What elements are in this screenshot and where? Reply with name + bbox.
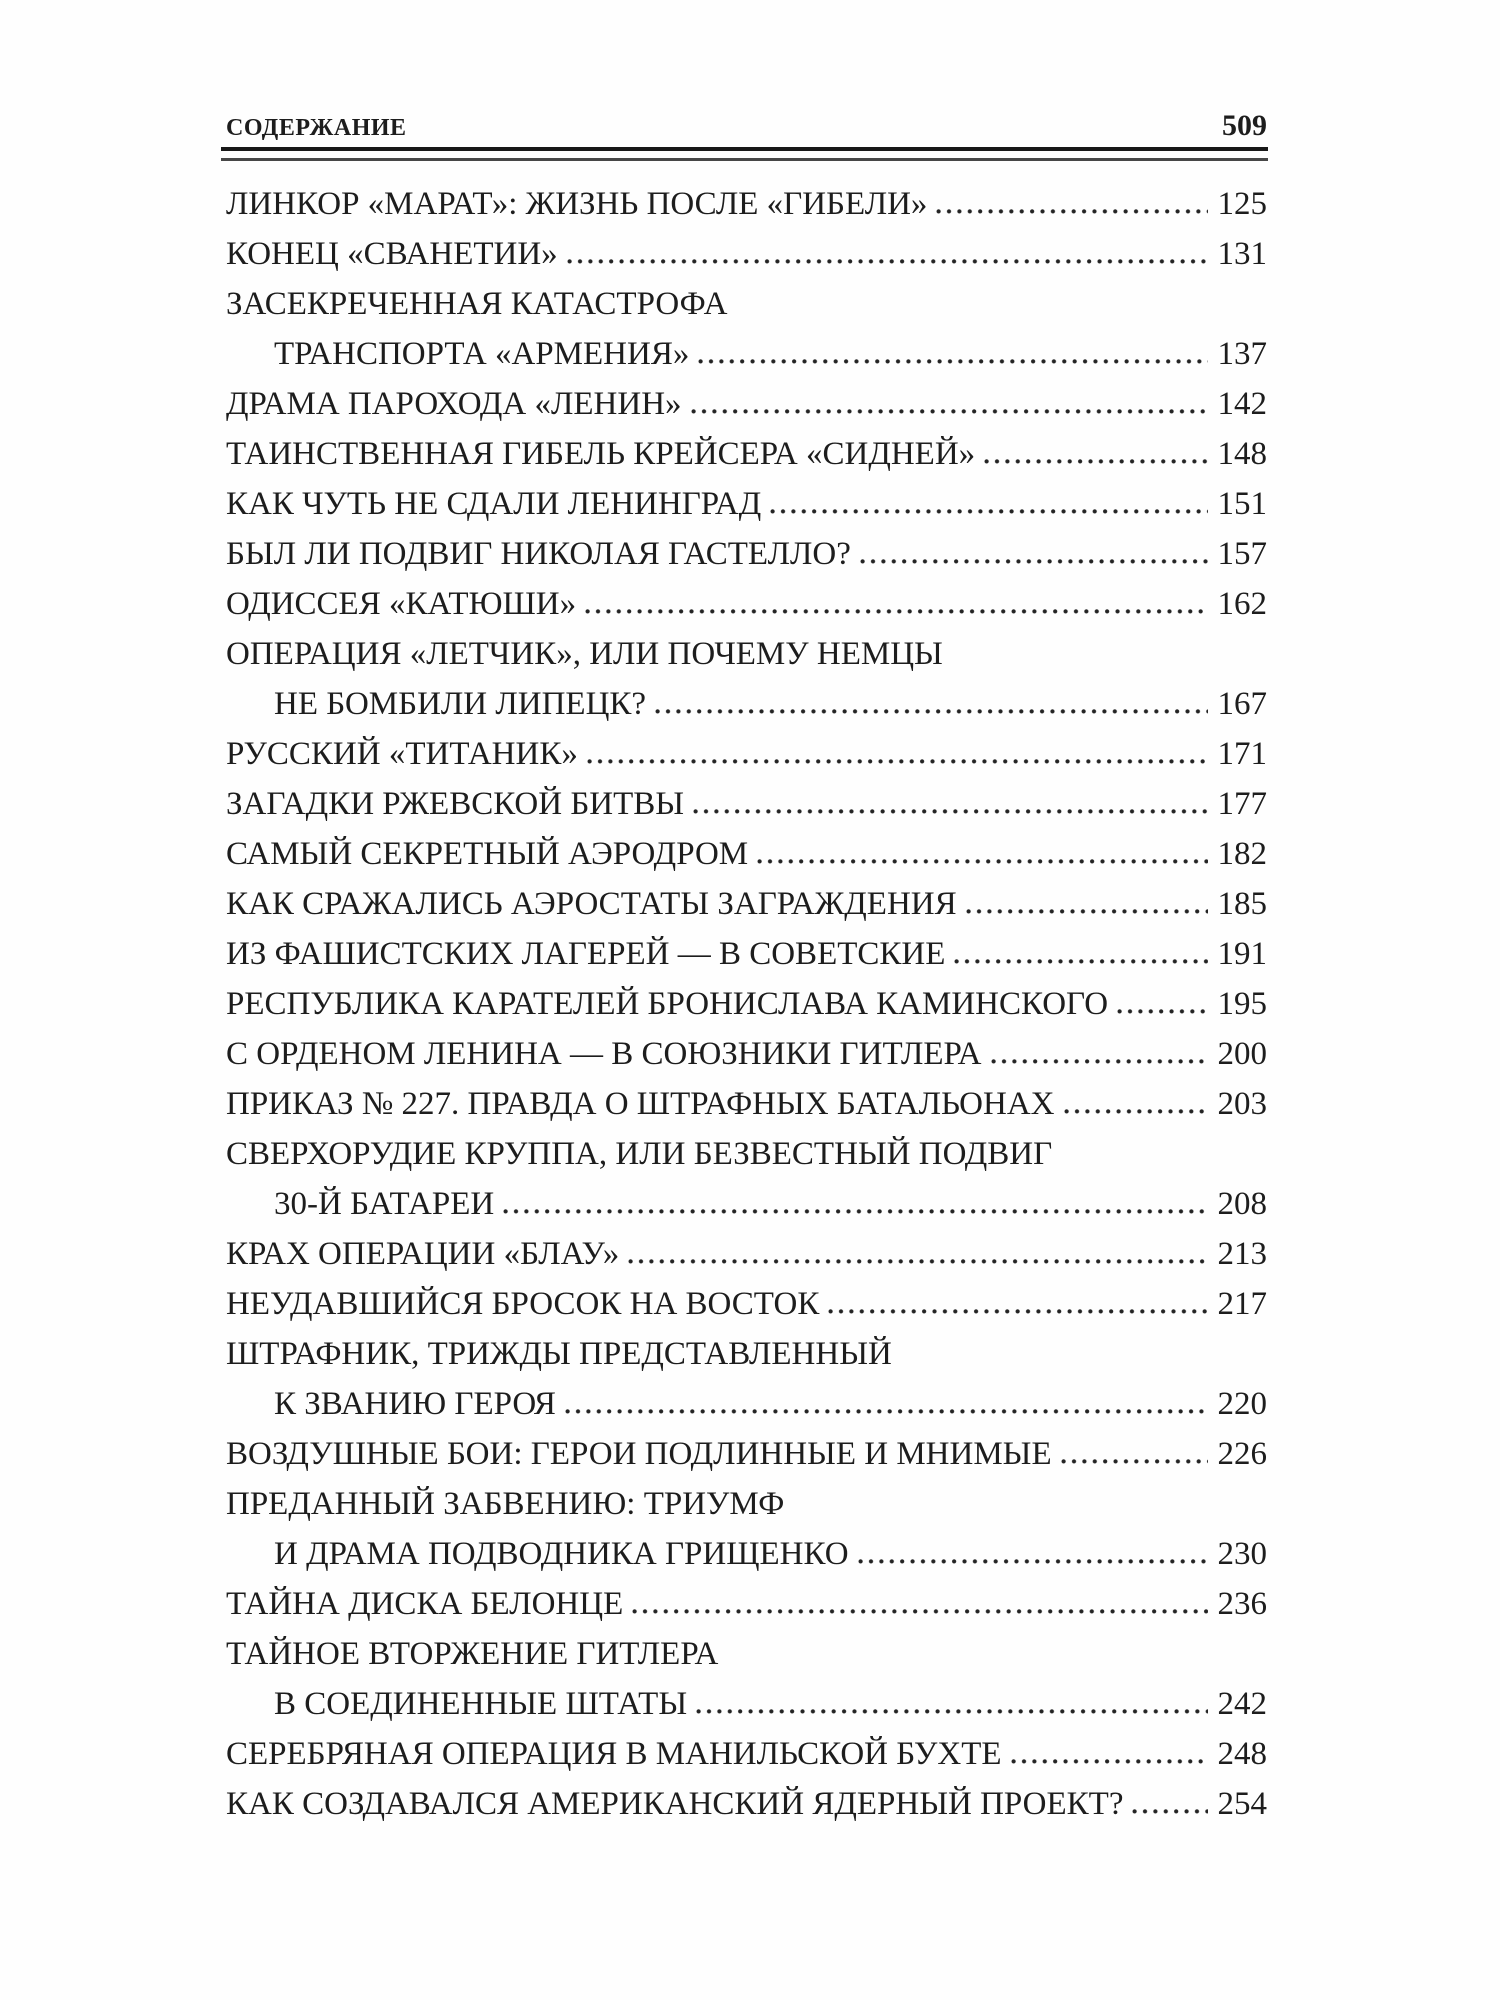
contents-heading: СОДЕРЖАНИЕ [226, 115, 407, 141]
toc-line [226, 929, 1267, 979]
toc-line [226, 979, 1267, 1029]
toc-page-number: 242 [1217, 1686, 1267, 1722]
toc-entry [226, 1779, 1267, 1829]
toc-page-number: 220 [1217, 1386, 1267, 1422]
dot-leader [984, 459, 1207, 464]
toc-title-text: ЛИНКОР «МАРАТ»: ЖИЗНЬ ПОСЛЕ «ГИБЕЛИ» [226, 186, 928, 222]
toc-title-text: ИЗ ФАШИСТСКИХ ЛАГЕРЕЙ — В СОВЕТСКИЕ [226, 936, 946, 972]
toc-entry [226, 1579, 1267, 1629]
dot-leader [954, 959, 1207, 964]
toc-line [226, 679, 1267, 729]
dot-leader [655, 709, 1207, 714]
toc-title-text: РУССКИЙ «ТИТАНИК» [226, 736, 578, 772]
toc-line [226, 329, 1267, 379]
toc-line [226, 1629, 1267, 1679]
toc-page-number: 162 [1217, 586, 1267, 622]
toc-page-number: 167 [1217, 686, 1267, 722]
dot-leader [991, 1059, 1208, 1064]
toc-entry [226, 1079, 1267, 1129]
toc-entry [226, 929, 1267, 979]
toc-entry [226, 279, 1267, 379]
toc-page-number: 213 [1217, 1236, 1267, 1272]
toc-page-number: 131 [1217, 236, 1267, 272]
toc-title-text: ТАЙНОЕ ВТОРЖЕНИЕ ГИТЛЕРА [226, 1636, 719, 1672]
toc-title-text: ТРАНСПОРТА «АРМЕНИЯ» [274, 336, 690, 372]
toc-line [226, 1029, 1267, 1079]
toc-line [226, 779, 1267, 829]
toc-entry [226, 1129, 1267, 1229]
dot-leader [770, 509, 1207, 514]
toc-title-text: КОНЕЦ «СВАНЕТИИ» [226, 236, 558, 272]
toc-line [226, 479, 1267, 529]
toc-entry [226, 829, 1267, 879]
dot-leader [966, 909, 1208, 914]
dot-leader [565, 1409, 1208, 1414]
toc-entry [226, 729, 1267, 779]
toc-line [226, 1379, 1267, 1429]
toc-line [226, 1729, 1267, 1779]
toc-title-text: ОДИССЕЯ «КАТЮШИ» [226, 586, 577, 622]
toc-line [226, 829, 1267, 879]
toc-title-text: ОПЕРАЦИЯ «ЛЕТЧИК», ИЛИ ПОЧЕМУ НЕМЦЫ [226, 636, 943, 672]
dot-leader [757, 859, 1207, 864]
toc-page-number: 182 [1217, 836, 1267, 872]
toc-entry [226, 1279, 1267, 1329]
toc-title-text: ВОЗДУШНЫЕ БОИ: ГЕРОИ ПОДЛИННЫЕ И МНИМЫЕ [226, 1436, 1052, 1472]
toc-title-text: 30-Й БАТАРЕИ [274, 1186, 495, 1222]
toc-title-text: ПРЕДАННЫЙ ЗАБВЕНИЮ: ТРИУМФ [226, 1486, 785, 1522]
toc-page-number: 236 [1217, 1586, 1267, 1622]
toc-page-number: 248 [1217, 1736, 1267, 1772]
dot-leader [628, 1259, 1207, 1264]
toc-entry [226, 1329, 1267, 1429]
dot-leader [936, 209, 1207, 214]
toc-page-number: 148 [1217, 436, 1267, 472]
toc-title-text: СВЕРХОРУДИЕ КРУППА, ИЛИ БЕЗВЕСТНЫЙ ПОДВИГ [226, 1136, 1053, 1172]
toc-entry [226, 379, 1267, 429]
toc-title-text: САМЫЙ СЕКРЕТНЫЙ АЭРОДРОМ [226, 836, 749, 872]
toc-entry [226, 979, 1267, 1029]
dot-leader [585, 609, 1207, 614]
toc-title-text: В СОЕДИНЕННЫЕ ШТАТЫ [274, 1686, 688, 1722]
header-double-rule [221, 147, 1268, 161]
toc-line [226, 1279, 1267, 1329]
toc-page-number: 230 [1217, 1536, 1267, 1572]
toc-line [226, 1079, 1267, 1129]
dot-leader [1064, 1109, 1208, 1114]
toc-line [226, 279, 1267, 329]
toc-page-number: 203 [1217, 1086, 1267, 1122]
toc-title-text: КАК СОЗДАВАЛСЯ АМЕРИКАНСКИЙ ЯДЕРНЫЙ ПРОЕКТ? [226, 1786, 1124, 1822]
toc-title-text: И ДРАМА ПОДВОДНИКА ГРИЩЕНКО [274, 1536, 849, 1572]
toc-entry [226, 579, 1267, 629]
toc-page-number: 195 [1217, 986, 1267, 1022]
toc-entry [226, 879, 1267, 929]
dot-leader [693, 809, 1207, 814]
dot-leader [860, 559, 1208, 564]
running-head [226, 109, 1267, 143]
toc-page-number: 151 [1217, 486, 1267, 522]
toc-entry [226, 629, 1267, 729]
toc-line [226, 1129, 1267, 1179]
dot-leader [696, 1709, 1207, 1714]
dot-leader [858, 1559, 1208, 1564]
toc-entry [226, 1429, 1267, 1479]
toc-entry [226, 1229, 1267, 1279]
toc-title-text: ТАИНСТВЕННАЯ ГИБЕЛЬ КРЕЙСЕРА «СИДНЕЙ» [226, 436, 976, 472]
toc-title-text: ДРАМА ПАРОХОДА «ЛЕНИН» [226, 386, 682, 422]
toc-title-text: ШТРАФНИК, ТРИЖДЫ ПРЕДСТАВЛЕННЫЙ [226, 1336, 892, 1372]
toc-entry [226, 429, 1267, 479]
toc-title-text: КАК СРАЖАЛИСЬ АЭРОСТАТЫ ЗАГРАЖДЕНИЯ [226, 886, 957, 922]
toc-line [226, 1229, 1267, 1279]
toc-title-text: КРАХ ОПЕРАЦИИ «БЛАУ» [226, 1236, 620, 1272]
toc-entry [226, 1029, 1267, 1079]
toc-line [226, 629, 1267, 679]
toc-page-number: 171 [1217, 736, 1267, 772]
toc-entry [226, 1479, 1267, 1579]
dot-leader [1011, 1759, 1208, 1764]
dot-leader [1132, 1809, 1207, 1814]
toc-title-text: К ЗВАНИЮ ГЕРОЯ [274, 1386, 556, 1422]
toc-line [226, 429, 1267, 479]
toc-page-number: 142 [1217, 386, 1267, 422]
toc-line [226, 1579, 1267, 1629]
toc-page-number: 137 [1217, 336, 1267, 372]
dot-leader [632, 1609, 1207, 1614]
dot-leader [587, 759, 1208, 764]
dot-leader [828, 1309, 1207, 1314]
toc-page-number: 157 [1217, 536, 1267, 572]
toc-page-number: 125 [1217, 186, 1267, 222]
toc-line [226, 1779, 1267, 1829]
toc-page-number: 226 [1217, 1436, 1267, 1472]
dot-leader [691, 409, 1208, 414]
toc-page-number: 185 [1217, 886, 1267, 922]
toc-title-text: ТАЙНА ДИСКА БЕЛОНЦЕ [226, 1586, 624, 1622]
dot-leader [503, 1209, 1207, 1214]
toc-page-number: 217 [1217, 1286, 1267, 1322]
toc-title-text: СЕРЕБРЯНАЯ ОПЕРАЦИЯ В МАНИЛЬСКОЙ БУХТЕ [226, 1736, 1002, 1772]
page-folio: 509 [1222, 109, 1267, 142]
toc-title-text: С ОРДЕНОМ ЛЕНИНА — В СОЮЗНИКИ ГИТЛЕРА [226, 1036, 982, 1072]
toc-line [226, 179, 1267, 229]
toc-line [226, 379, 1267, 429]
dot-leader [1117, 1009, 1207, 1014]
toc-line [226, 1429, 1267, 1479]
toc-entries [226, 179, 1267, 1829]
toc-page-number: 208 [1217, 1186, 1267, 1222]
toc-title-text: НЕ БОМБИЛИ ЛИПЕЦК? [274, 686, 647, 722]
toc-page-number: 200 [1217, 1036, 1267, 1072]
toc-line [226, 1529, 1267, 1579]
toc-line [226, 579, 1267, 629]
toc-title-text: БЫЛ ЛИ ПОДВИГ НИКОЛАЯ ГАСТЕЛЛО? [226, 536, 851, 572]
toc-title-text: РЕСПУБЛИКА КАРАТЕЛЕЙ БРОНИСЛАВА КАМИНСКОГО [226, 986, 1109, 1022]
toc-line [226, 229, 1267, 279]
toc-line [226, 1679, 1267, 1729]
toc-line [226, 729, 1267, 779]
toc-title-text: НЕУДАВШИЙСЯ БРОСОК НА ВОСТОК [226, 1286, 820, 1322]
toc-page-number: 254 [1217, 1786, 1267, 1822]
toc-entry [226, 179, 1267, 229]
toc-entry [226, 229, 1267, 279]
dot-leader [1061, 1459, 1208, 1464]
toc-entry [226, 1629, 1267, 1729]
toc-title-text: КАК ЧУТЬ НЕ СДАЛИ ЛЕНИНГРАД [226, 486, 762, 522]
toc-line [226, 1179, 1267, 1229]
toc-page-number: 177 [1217, 786, 1267, 822]
dot-leader [567, 259, 1208, 264]
toc-entry [226, 529, 1267, 579]
toc-entry [226, 479, 1267, 529]
toc-line [226, 879, 1267, 929]
toc-title-text: ЗАГАДКИ РЖЕВСКОЙ БИТВЫ [226, 786, 685, 822]
toc-title-text: ПРИКАЗ № 227. ПРАВДА О ШТРАФНЫХ БАТАЛЬОНАХ [226, 1086, 1055, 1122]
toc-entry [226, 779, 1267, 829]
toc-page-number: 191 [1217, 936, 1267, 972]
toc-title-text: ЗАСЕКРЕЧЕННАЯ КАТАСТРОФА [226, 286, 728, 322]
toc-line [226, 1329, 1267, 1379]
toc-line [226, 529, 1267, 579]
dot-leader [698, 359, 1207, 364]
toc-line [226, 1479, 1267, 1529]
toc-entry [226, 1729, 1267, 1779]
